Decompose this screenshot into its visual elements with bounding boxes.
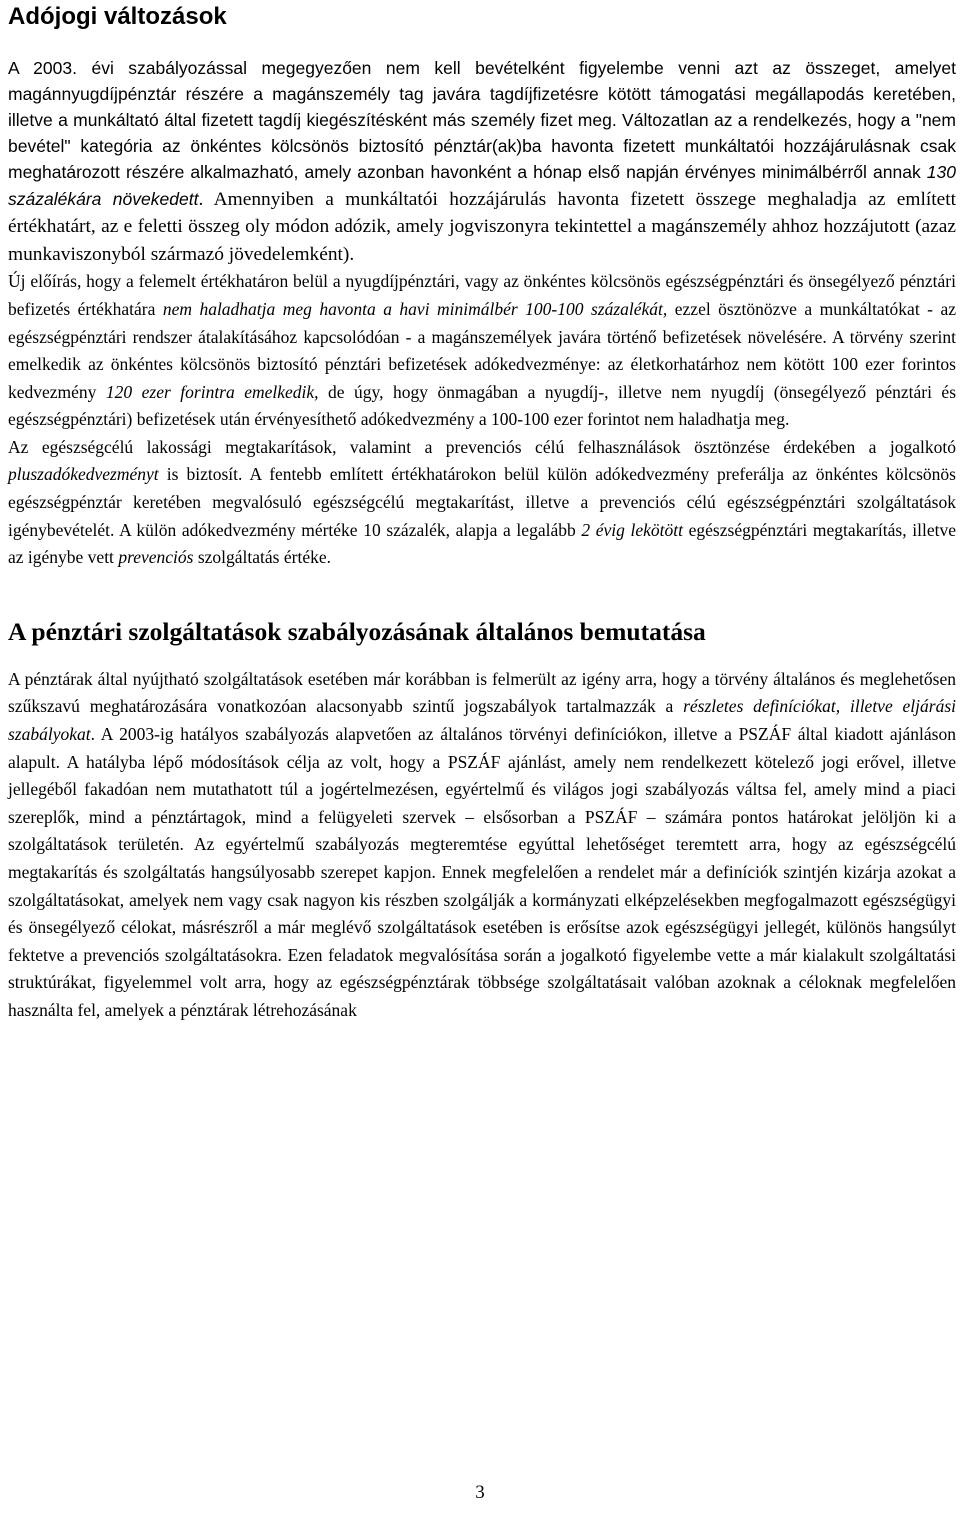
paragraph-text: Új előírás, hogy a felemelt értékhatáron belül a nyugdíjpénztári, vagy az önkéntes kölcsönös egészségpénztári és önsegélyező pénztári befizetés értékhatára (8, 271, 956, 319)
paragraph-text: A 2003. évi szabályozással megegyezően nem kell bevételként figyelembe venni azt az összeget, amelyet magánnyugdíjpénztár részére a magánszemély tag javára tagdíjfizetésre kötött támogatási megállapodás keretében, illetve a munkáltató által fizetett tagdíj kiegészítésként más személy fizet meg. Változatlan az a rendelkezés, hogy a "nem bevétel" kategória az önkéntes kölcsönös biztosító pénztár(ak)ba havonta fizetett munkáltatói hozzájárulásnak csak meghatározott részére alkalmazható, amely azonban havonként a hónap első napján érvényes minimálbérről annak (8, 58, 956, 182)
paragraph-text: . A 2003-ig hatályos szabályozás alapvetően az általános törvényi definíciókon, illetve a PSZÁF által kiadott ajánláson alapult. A hatályba lépő módosítások célja az volt, hogy a PSZÁF ajánlást, amely nem rendelkezett kötelező jogi erővel, illetve jellegéből fakadóan nem mutathatott túl a jogértelmezésen, egyértelmű és világos jogi szabályozás váltsa fel, amely mind a piaci szereplők, mind a pénztártagok, mind a felügyeleti szervek – elsősorban a PSZÁF – számára pontos határokat jelöljön ki a szolgáltatások területén. Az egyértelmű szabályozás megteremtése egyúttal lehetőséget teremtett arra, hogy az egészségcélú megtakarítás és szolgáltatás hangsúlyosabb szerepet kapjon. Ennek megfelelően a rendelet már a definíciók szintjén kizárja azokat a szolgáltatásokat, amelyek nem vagy csak nagyon kis részben szolgálják a kormányzati elképzelésekben megfogalmazott egészségügyi és önsegélyező célokat, másrészről a már meglévő szolgáltatások esetében is erősítse azok egészségügyi jellegét, különös hangsúlyt fektetve a prevenciós szolgáltatásokra. Ezen feladatok megvalósítása során a jogalkotó figyelembe vette a már kialakult szolgáltatási struktúrákat, figyelemmel volt arra, hogy az egészségpénztárak többsége szolgáltatásait valóban azoknak a céloknak megfelelően használta fel, amelyek a pénztárak létrehozásának (8, 724, 956, 1020)
page-number: 3 (475, 1482, 485, 1503)
paragraph (8, 268, 956, 434)
paragraph-text: ezzel ösztönözve a munkáltatókat - az egészségpénztári rendszer átalakításához kapcsolódóan - a magánszemélyek javára történő befizetések növelésére. A törvény szerint emelkedik az önkéntes kölcsönös biztosító pénztári befizetések adókedvezménye: az életkorhatárhoz nem kötött 100 ezer forintos kedvezmény (8, 298, 956, 402)
italic-text: részletes definíciókat, illetve eljárási szabályokat (8, 696, 956, 745)
paragraph-text: szolgáltatás értéke. (193, 547, 331, 568)
paragraph-text: is biztosít. A fentebb említett értékhatárokon belül külön adókedvezmény preferálja az önkéntes kölcsönös egészségpénztár keretében megvalósuló egészségcélú megtakarítást, illetve a prevenciós célú egészségpénztári szolgáltatások igénybevételét. A külön adókedvezmény mértéke 10 százalék, alapja a legalább (8, 464, 956, 540)
page-title: Adójogi változások (8, 3, 227, 30)
italic-text: pluszadókedvezményt (8, 464, 159, 485)
paragraph-text: A pénztárak által nyújtható szolgáltatások esetében már korábban is felmerült az igény arra, hogy a törvény általános és meglehetősen szűkszavú meghatározására vonatkozóan alacsonyabb szintű jogszabályok tartalmazzák a (8, 668, 956, 717)
paragraph-text: Az egészségcélú lakossági megtakarítások, valamint a prevenciós célú felhasználások ösztönzése érdekében a jogalkotó (8, 436, 956, 457)
document-page (8, 0, 956, 1025)
italic-text: 2 évig lekötött (581, 519, 684, 540)
paragraph-text: , de úgy, hogy önmagában a nyugdíj-, illetve nem nyugdíj (önsegélyező pénztári és egészségpénztári) befizetések után érvényesíthető adókedvezmény a 100-100 ezer forintot nem haladhatja meg. (8, 381, 957, 430)
italic-text: prevenciós (118, 547, 194, 568)
italic-text: 130 százalékára növekedett (8, 161, 956, 209)
paragraph (8, 434, 956, 572)
paragraph (8, 56, 956, 268)
italic-text: 120 ezer forintra emelkedik (105, 381, 315, 402)
section-heading: A pénztári szolgáltatások szabályozásának általános bemutatása (8, 616, 706, 646)
italic-text: nem haladhatja meg havonta a havi minimálbér 100-100 százalékát, (162, 298, 668, 319)
paragraph-text: . Amennyiben a munkáltatói hozzájárulás havonta fizetett összege meghaladja az említett értékhatárt, az e feletti összeg oly módon adózik, amely jogviszonyra tekintettel a magánszemély ahhoz hozzájutott (azaz munkaviszonyból származó jövedelemként). (8, 188, 956, 265)
paragraph (8, 666, 956, 1025)
paragraph-text: egészségpénztári megtakarítás, illetve az igénybe vett (8, 519, 956, 568)
